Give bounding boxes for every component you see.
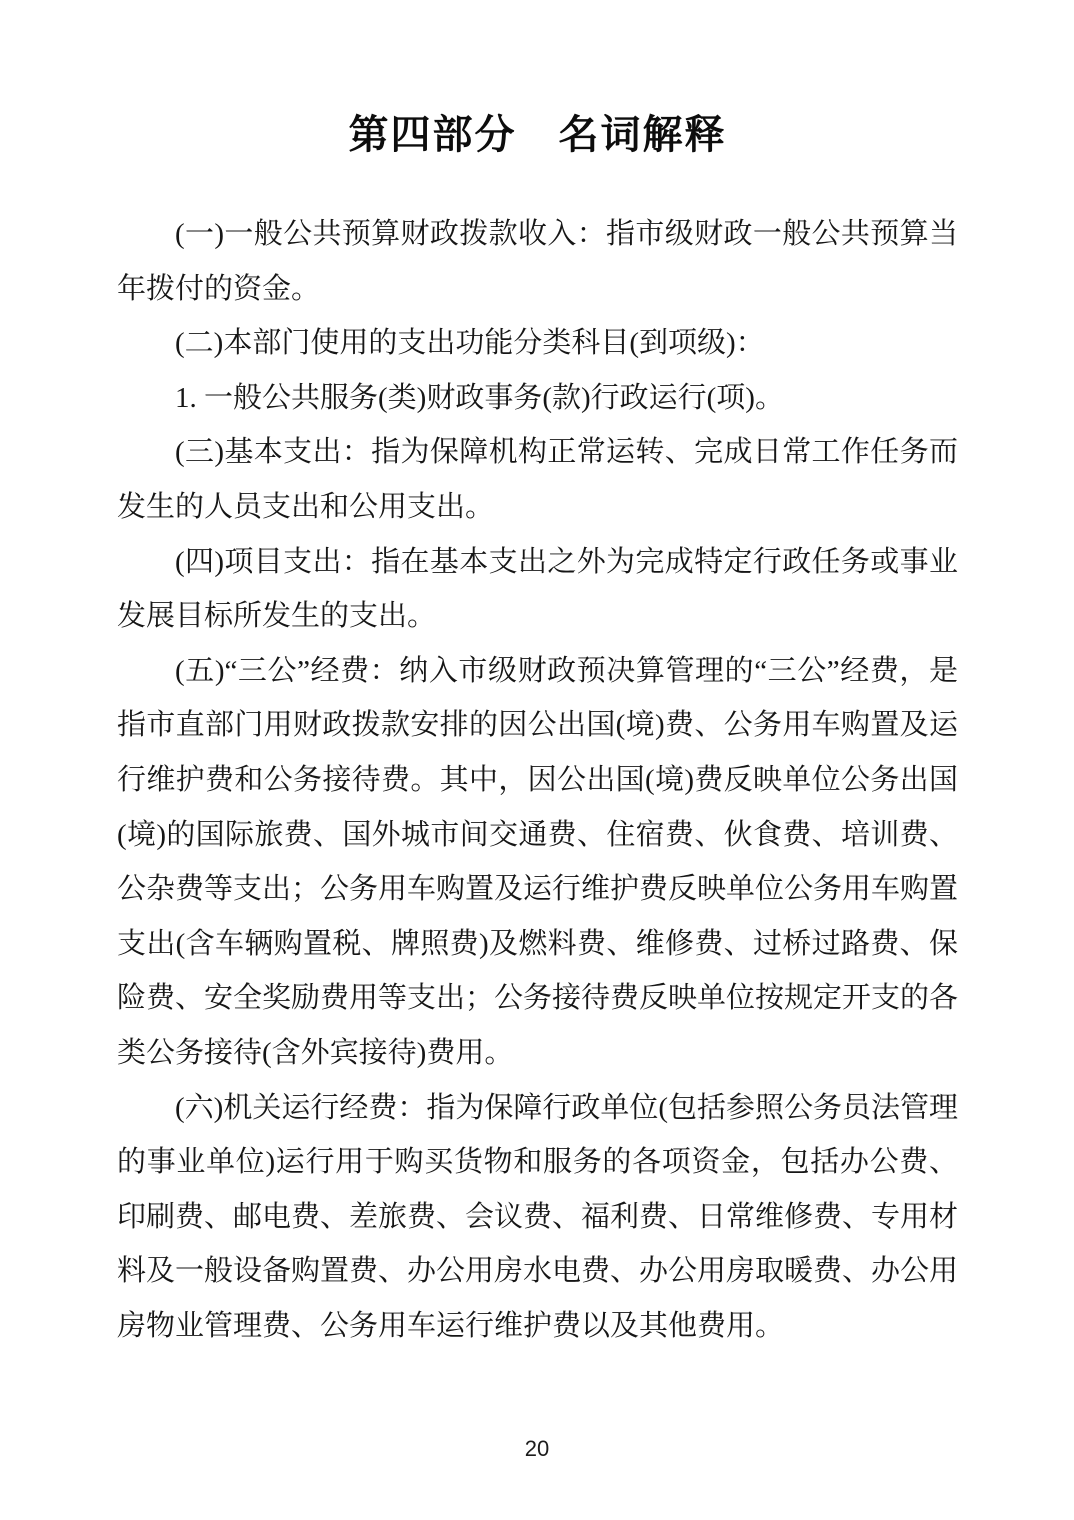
- paragraph-general-public-budget-income: (一)一般公共预算财政拨款收入：指市级财政一般公共预算当年拨付的资金。: [117, 218, 958, 305]
- document-title: 第四部分 名词解释: [348, 112, 727, 158]
- paragraph-three-public-funds: (五)“三公”经费：纳入市级财政预决算管理的“三公”经费，是指市直部门用财政拨款安排的因公出国(境)费、公务用车购置及运行维护费和公务接待费。其中，因公出国(境)费反映单位公务出国(境)的国际旅费、国外城市间交通费、住宿费、伙食费、培训费、公杂费等支出；公务用车购置及运行维护费反映单位公务用车购置支出(含车辆购置税、牌照费)及燃料费、维修费、过桥过路费、保险费、安全奖励费用等支出；公务接待费反映单位按规定开支的各类公务接待(含外宾接待)费用。: [117, 654, 959, 1069]
- paragraph-project-expenditure: (四)项目支出：指在基本支出之外为完成特定行政任务或事业发展目标所发生的支出。: [117, 545, 958, 633]
- document-body: [117, 207, 958, 1353]
- paragraph-agency-operating-funds: (六)机关运行经费：指为保障行政单位(包括参照公务员法管理的事业单位)运行用于购买货物和服务的各项资金，包括办公费、印刷费、邮电费、差旅费、会议费、福利费、日常维修费、专用材料及一般设备购置费、办公用房水电费、办公用房取暖费、办公用房物业管理费、公务用车运行维护费以及其他费用。: [117, 1091, 959, 1342]
- paragraph-category-item-1: 1. 一般公共服务(类)财政事务(款)行政运行(项)。: [175, 381, 784, 414]
- page-number: 20: [524, 1436, 550, 1461]
- paragraph-expenditure-function-categories: (二)本部门使用的支出功能分类科目(到项级)：: [175, 327, 765, 360]
- paragraph-basic-expenditure: (三)基本支出：指为保障机构正常运转、完成日常工作任务而发生的人员支出和公用支出。: [117, 436, 958, 523]
